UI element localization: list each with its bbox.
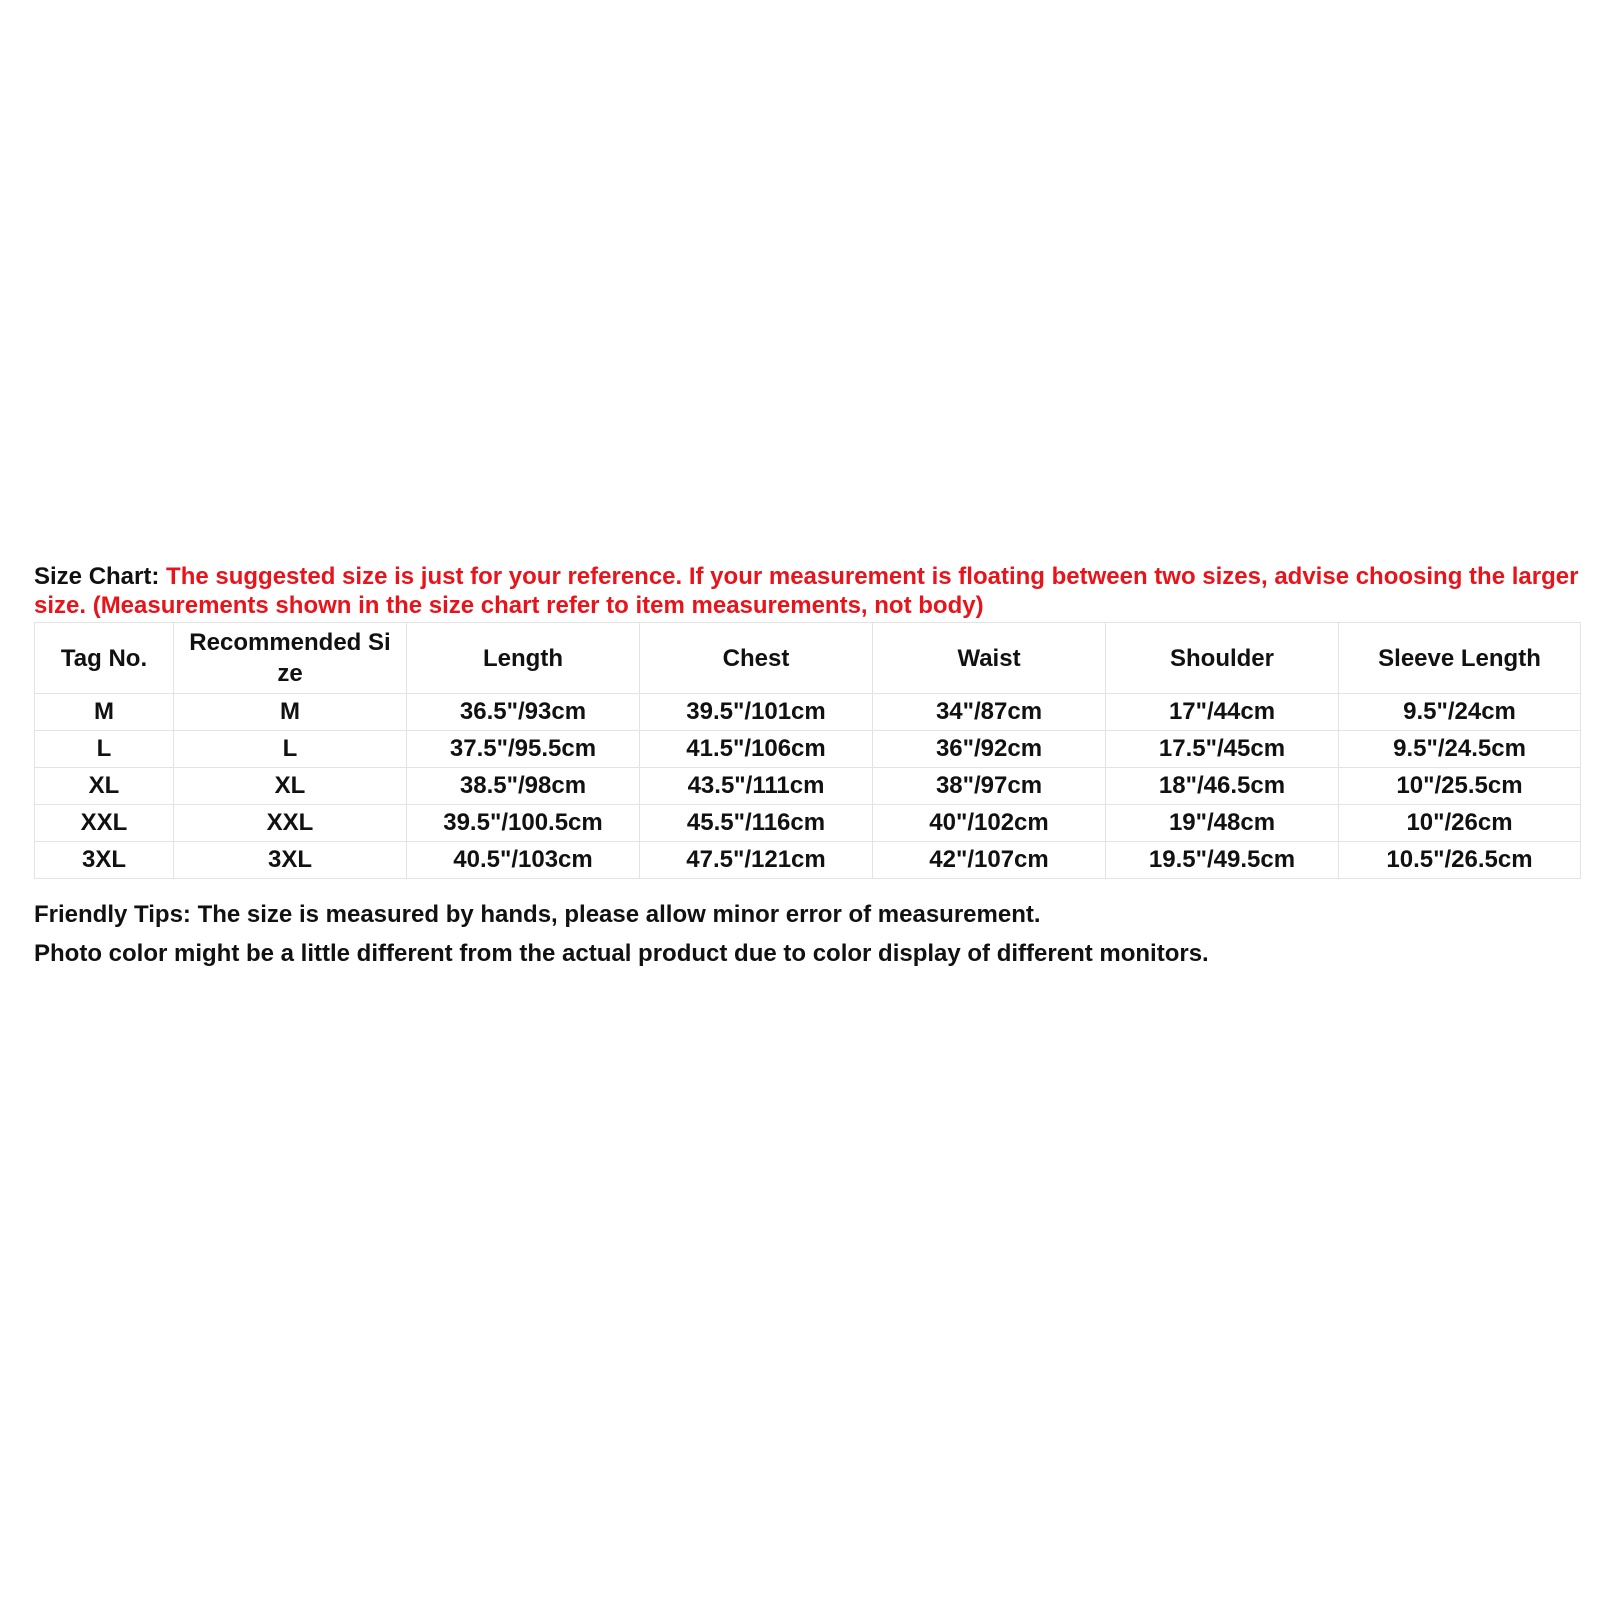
cell-sleeve-length: 9.5"/24.5cm — [1339, 731, 1581, 768]
cell-tag-no: 3XL — [35, 842, 174, 879]
cell-shoulder: 17"/44cm — [1106, 694, 1339, 731]
cell-waist: 38"/97cm — [873, 768, 1106, 805]
cell-shoulder: 18"/46.5cm — [1106, 768, 1339, 805]
table-row — [35, 731, 1581, 768]
cell-sleeve-length: 10.5"/26.5cm — [1339, 842, 1581, 879]
cell-tag-no: L — [35, 731, 174, 768]
cell-waist: 40"/102cm — [873, 805, 1106, 842]
cell-recommended-size: XXL — [174, 805, 407, 842]
cell-shoulder: 19.5"/49.5cm — [1106, 842, 1339, 879]
header-chest: Chest — [640, 623, 873, 694]
size-chart-label: Size Chart: — [34, 563, 167, 590]
cell-tag-no: XXL — [35, 805, 174, 842]
cell-length: 39.5"/100.5cm — [407, 805, 640, 842]
cell-waist: 36"/92cm — [873, 731, 1106, 768]
cell-recommended-size: 3XL — [174, 842, 407, 879]
header-shoulder: Shoulder — [1106, 623, 1339, 694]
cell-chest: 47.5"/121cm — [640, 842, 873, 879]
header-length: Length — [407, 623, 640, 694]
cell-sleeve-length: 10"/26cm — [1339, 805, 1581, 842]
cell-shoulder: 19"/48cm — [1106, 805, 1339, 842]
cell-chest: 41.5"/106cm — [640, 731, 873, 768]
cell-sleeve-length: 10"/25.5cm — [1339, 768, 1581, 805]
cell-waist: 42"/107cm — [873, 842, 1106, 879]
cell-waist: 34"/87cm — [873, 694, 1106, 731]
cell-length: 38.5"/98cm — [407, 768, 640, 805]
table-row — [35, 842, 1581, 879]
tip-measurement: Friendly Tips: The size is measured by hands, please allow minor error of measurement. — [34, 901, 1041, 928]
table-header-row — [35, 623, 1581, 694]
tip-photo-color: Photo color might be a little different from the actual product due to color display of different monitors. — [34, 940, 1209, 967]
size-chart-sheet — [34, 562, 1580, 973]
table-row — [35, 805, 1581, 842]
table-row — [35, 694, 1581, 731]
header-tag-no: Tag No. — [35, 623, 174, 694]
header-waist: Waist — [873, 623, 1106, 694]
cell-recommended-size: M — [174, 694, 407, 731]
cell-tag-no: XL — [35, 768, 174, 805]
cell-chest: 43.5"/111cm — [640, 768, 873, 805]
cell-length: 36.5"/93cm — [407, 694, 640, 731]
cell-chest: 39.5"/101cm — [640, 694, 873, 731]
cell-sleeve-length: 9.5"/24cm — [1339, 694, 1581, 731]
header-sleeve-length: Sleeve Length — [1339, 623, 1581, 694]
cell-recommended-size: L — [174, 731, 407, 768]
cell-chest: 45.5"/116cm — [640, 805, 873, 842]
size-reference-note: The suggested size is just for your reference. If your measurement is floating between two sizes, advise choosing the larger size. (Measurements shown in the size chart refer to item measurements, not body) — [34, 563, 1579, 619]
cell-shoulder: 17.5"/45cm — [1106, 731, 1339, 768]
cell-recommended-size: XL — [174, 768, 407, 805]
friendly-tips — [34, 895, 1580, 973]
size-table — [34, 622, 1581, 879]
cell-length: 37.5"/95.5cm — [407, 731, 640, 768]
cell-tag-no: M — [35, 694, 174, 731]
size-chart-intro — [34, 562, 1580, 620]
cell-length: 40.5"/103cm — [407, 842, 640, 879]
table-row — [35, 768, 1581, 805]
header-recommended-size: Recommended Si ze — [174, 623, 407, 694]
